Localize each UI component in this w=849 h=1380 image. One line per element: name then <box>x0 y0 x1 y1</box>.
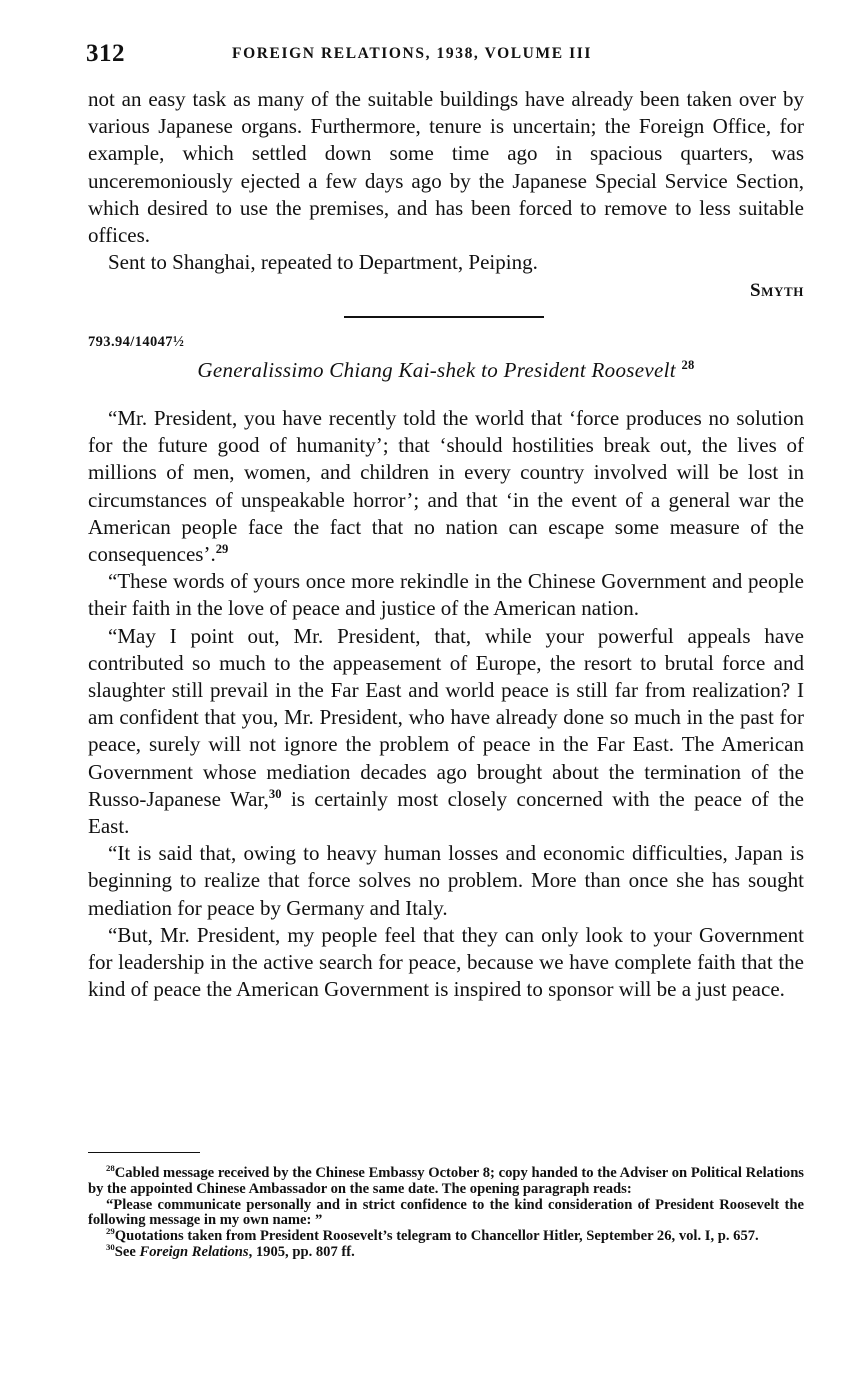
letter-text: “Mr. President, you have recently told the world that ‘force produces no solution for the future good of humanity’; that ‘should hostilities break out, the lives of millions of men, women, and children in every country involved will be lost in circumstances of unspeakable horror’; and that ‘in the event of a general war the American people face the fact that no nation can escape some measure of the consequences’. <box>88 406 804 567</box>
signature: Smyth <box>749 280 804 302</box>
letter-text-block <box>88 405 804 1003</box>
letter-text: “May I point out, Mr. President, that, while your powerful appeals have contributed so much to the appeasement of Europe, the resort to brutal force and slaughter still prevail in the Far East and world peace is still far from realization? I am confident that you, Mr. President, who have already done so much in the past for peace, surely will not ignore the problem of peace in the Far East. The American Government whose mediation decades ago brought about the termination of the Russo-Japanese War, <box>88 623 804 811</box>
footnote-mark: 28 <box>106 1163 115 1174</box>
letter-paragraph: “These words of yours once more rekindle in the Chinese Government and people their faith in the love of peace and justice of the American nation. <box>88 569 804 621</box>
letter-paragraph <box>88 623 804 841</box>
letter-paragraph: “It is said that, owing to heavy human losses and economic difficulties, Japan is beginning to realize that force solves no problem. More than once she has sought mediation for peace by Germany and Italy. <box>88 841 804 920</box>
footnote-text: See <box>114 1243 140 1260</box>
file-number: 793.94/14047½ <box>88 334 185 350</box>
footnote-28 <box>88 1163 804 1198</box>
running-title: FOREIGN RELATIONS, 1938, VOLUME III <box>232 45 592 62</box>
footnote-ref: 29 <box>215 542 229 557</box>
footnote-text: Quotations taken from President Roosevelt’s telegram to Chancellor Hitler, September 26, vol. I, p. 657. <box>114 1228 759 1245</box>
letter-text: is certainly most closely concerned with the peace of the East. <box>88 786 804 839</box>
footnote-rule <box>88 1152 200 1153</box>
footnote-29 <box>88 1226 804 1245</box>
footnotes <box>88 1163 804 1261</box>
letter-paragraph <box>88 405 804 568</box>
footnote-28-quote: “Please communicate personally and in strict confidence to the kind consideration of President Roosevelt the following message in my own name: ” <box>88 1196 804 1229</box>
running-header <box>86 40 806 70</box>
page-number: 312 <box>86 40 125 67</box>
letter-paragraph: “But, Mr. President, my people feel that they can only look to your Government for leadership in the active search for peace, because we have complete faith that the kind of peace the American Government is inspired to sponsor will be a just peace. <box>88 922 804 1002</box>
footnote-mark: 30 <box>106 1242 115 1253</box>
footnote-ref: 28 <box>681 358 695 372</box>
continued-text-block <box>88 86 804 306</box>
section-divider <box>344 316 544 318</box>
footnote-text: Cabled message received by the Chinese Embassy October 8; copy handed to the Adviser on Political Relations by the appointed Chinese Ambassador on the same date. The opening paragraph reads: <box>88 1165 804 1197</box>
footnote-ref: 30 <box>268 786 282 801</box>
footnote-text: , 1905, pp. 807 ff. <box>248 1243 355 1260</box>
document-title-text: Generalissimo Chiang Kai-shek to President Roosevelt <box>197 358 676 382</box>
body-paragraph: Sent to Shanghai, repeated to Department, Peiping. <box>108 250 538 275</box>
footnote-30 <box>88 1242 804 1261</box>
footnote-mark: 29 <box>106 1226 115 1237</box>
cited-title: Foreign Relations <box>139 1243 249 1260</box>
document-title <box>88 358 804 383</box>
body-paragraph: not an easy task as many of the suitable buildings have already been taken over by various Japanese organs. Furthermore, tenure is uncertain; the Foreign Office, for example, which settled down some time ago in spacious quarters, was unceremoniously ejected a few days ago by the Japanese Special Service Section, which desired to use the premises, and has been forced to remove to less suitable offices. <box>88 87 804 248</box>
